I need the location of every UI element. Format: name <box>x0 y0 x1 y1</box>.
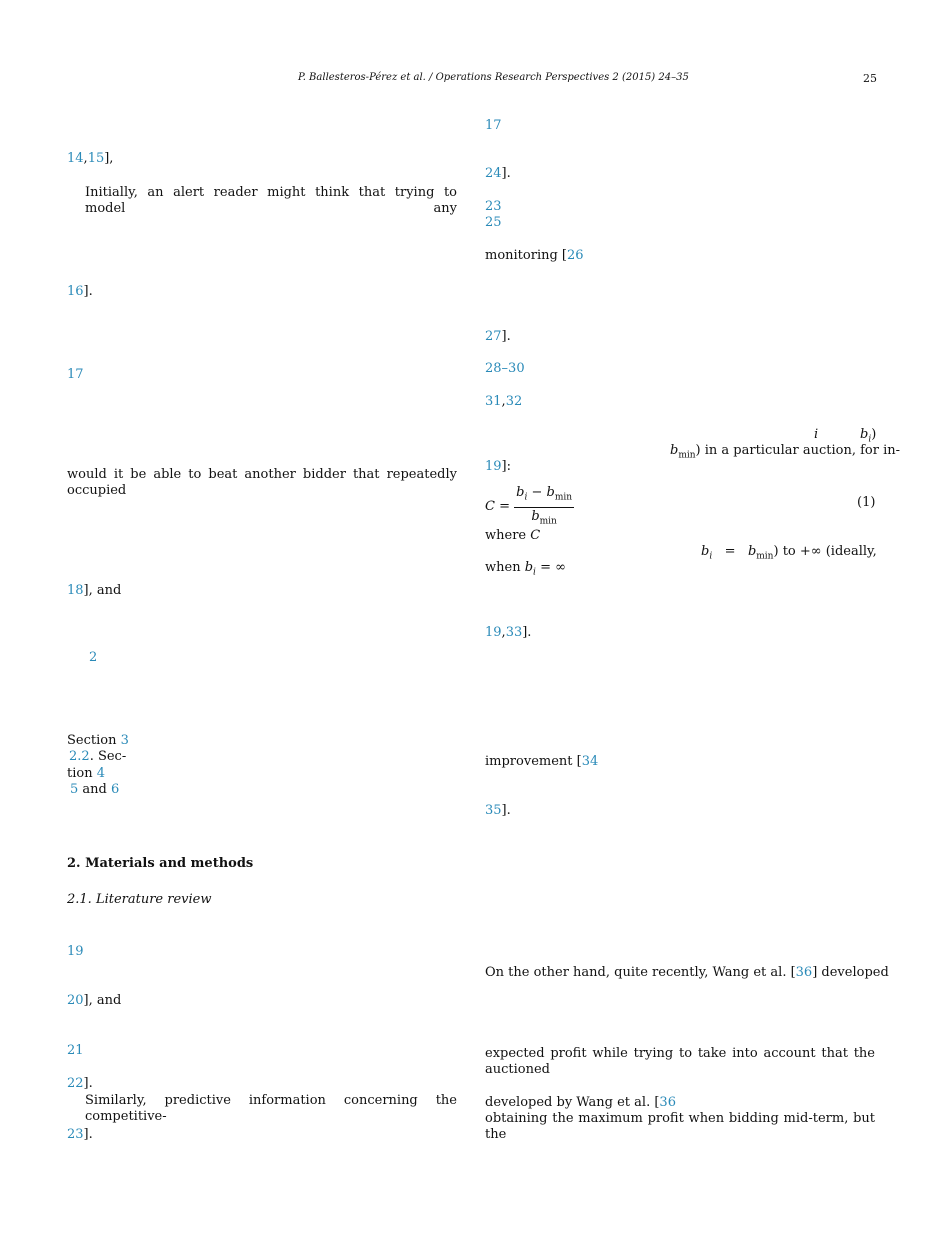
text-fragment: ]. <box>83 1127 93 1142</box>
math-variable: b <box>747 544 757 559</box>
reference-link[interactable]: 21 <box>67 1043 84 1058</box>
citation-line <box>485 329 511 345</box>
paragraph-similarly: Similarly, predictive information concerning the competitive- <box>85 1093 457 1124</box>
citation-line <box>485 803 511 819</box>
citation-line <box>485 166 511 182</box>
subsection-heading: 2.1. Literature review <box>67 892 212 907</box>
reference-link[interactable]: 5 <box>70 782 79 797</box>
equation-lhs: C = <box>485 499 510 515</box>
paragraph-would: would it be able to beat another bidder that repeatedly occupied <box>67 467 457 498</box>
section-ref-line <box>69 749 126 765</box>
text-fragment: ]. <box>501 803 511 818</box>
section-heading: 2. Materials and methods <box>67 856 254 871</box>
math-subscript: min <box>678 450 696 461</box>
when-line <box>485 560 566 581</box>
equation-fraction <box>514 485 574 529</box>
equation-label: (1) <box>857 495 876 510</box>
text-fragment: Section <box>67 733 117 748</box>
text-fragment: tion <box>67 766 93 781</box>
citation-line <box>485 754 598 770</box>
paragraph-expected-profit: expected profit while trying to take into account that the auctioned <box>485 1046 875 1077</box>
reference-link[interactable]: 23 <box>485 199 502 214</box>
running-title: P. Ballesteros-Pérez et al. / Operations Research Perspectives 2 (2015) 24–35 <box>298 72 689 83</box>
math-expression: $b_i$) <box>860 427 877 445</box>
text-fragment: . Sec- <box>89 749 127 764</box>
reference-link[interactable]: 25 <box>485 215 502 230</box>
citation-line <box>485 248 584 264</box>
math-subscript: i <box>524 492 528 503</box>
reference-link[interactable]: 18 <box>67 583 84 598</box>
citation-line <box>67 1076 93 1092</box>
text-fragment: ]. <box>83 1076 93 1091</box>
math-subscript: i <box>533 567 536 578</box>
paragraph-other-hand <box>485 965 889 981</box>
text-fragment: ]. <box>501 329 511 344</box>
text-fragment: ]: <box>501 459 511 474</box>
reference-link[interactable]: 2.2 <box>69 749 90 764</box>
math-variable: b <box>670 443 679 458</box>
paragraph-initially: Initially, an alert reader might think that trying to model any <box>85 185 457 216</box>
math-subscript: i <box>709 551 713 562</box>
reference-link[interactable]: 19 <box>485 625 502 640</box>
text-fragment: when <box>485 560 521 575</box>
text-fragment: On the other hand, quite recently, Wang et al. [ <box>485 965 796 980</box>
text-fragment: improvement [ <box>485 754 582 769</box>
math-variable: C <box>530 528 541 543</box>
math-variable: b <box>701 544 710 559</box>
citation-line <box>67 284 93 300</box>
citation-line <box>67 583 121 599</box>
citation-line <box>485 459 511 475</box>
citation-line <box>485 1095 676 1111</box>
reference-link[interactable]: 34 <box>581 754 599 769</box>
math-variable: b <box>531 508 540 524</box>
reference-link[interactable]: 35 <box>485 803 502 818</box>
reference-link[interactable]: 26 <box>567 248 584 263</box>
math-variable: − b <box>527 485 555 500</box>
reference-link[interactable]: 6 <box>111 782 120 797</box>
reference-link[interactable]: 27 <box>485 329 502 344</box>
reference-link[interactable]: 32 <box>505 394 523 409</box>
text-fragment: ) to +∞ (ideally, <box>773 544 877 559</box>
auction-line <box>670 443 900 464</box>
reference-link[interactable]: 17 <box>485 118 502 133</box>
text-fragment: ]. <box>83 284 93 299</box>
reference-link[interactable]: 17 <box>67 367 84 382</box>
text-fragment: ) in a particular auction, for in- <box>695 443 901 458</box>
text-fragment: and <box>82 782 107 797</box>
reference-link[interactable]: 23 <box>67 1127 84 1142</box>
math-subscript: i <box>868 434 872 445</box>
reference-link[interactable]: 31 <box>485 394 502 409</box>
reference-link[interactable]: 2 <box>89 650 98 665</box>
text-fragment: developed by Wang et al. [ <box>485 1095 660 1110</box>
text-fragment: ], and <box>83 993 122 1008</box>
math-subscript: min <box>756 551 774 562</box>
reference-link[interactable]: 24 <box>485 166 502 181</box>
math-operator: = <box>724 544 736 559</box>
citation-line <box>67 1127 93 1143</box>
text-fragment: ], <box>104 151 114 166</box>
citation-line: 14,15], <box>67 151 114 166</box>
reference-link[interactable]: 20 <box>67 993 84 1008</box>
reference-link[interactable]: 28–30 <box>485 361 525 376</box>
reference-link[interactable]: 33 <box>505 625 523 640</box>
reference-link[interactable]: 22 <box>67 1076 84 1091</box>
citation-line <box>67 993 121 1009</box>
reference-link[interactable]: 19 <box>67 944 84 959</box>
equation-numerator <box>514 485 574 508</box>
reference-link[interactable]: 16 <box>67 284 84 299</box>
paragraph-obtaining: obtaining the maximum profit when bidding mid-term, but the <box>485 1111 875 1142</box>
math-subscript: min <box>539 516 557 527</box>
text-fragment: ]. <box>501 166 511 181</box>
reference-link[interactable]: 14 <box>67 151 84 166</box>
text-fragment: ]. <box>522 625 532 640</box>
text-fragment: monitoring [ <box>485 248 568 263</box>
reference-link[interactable]: 19 <box>485 459 502 474</box>
equation-denominator <box>514 508 574 530</box>
section-ref-line <box>67 733 129 749</box>
citation-line: 31,32 <box>485 394 523 409</box>
reference-link[interactable]: 36 <box>659 1095 676 1110</box>
reference-link[interactable]: 4 <box>96 766 106 781</box>
text-fragment: ] developed <box>812 965 889 980</box>
math-variable: b <box>860 427 869 442</box>
reference-link[interactable]: 15 <box>87 151 105 166</box>
range-line <box>701 544 877 565</box>
text-fragment: where <box>485 528 527 543</box>
page-number: 25 <box>863 72 877 85</box>
math-operator: = ∞ <box>540 560 566 575</box>
reference-link[interactable]: 36 <box>795 965 813 980</box>
text-fragment: ], and <box>83 583 122 598</box>
equation <box>485 485 574 529</box>
section-ref-line <box>70 782 119 798</box>
citation-line: 19,33]. <box>485 625 532 640</box>
reference-link[interactable]: 3 <box>120 733 129 748</box>
math-variable: i <box>814 427 819 442</box>
math-subscript: min <box>554 492 573 503</box>
math-variable: b <box>524 560 534 575</box>
where-line <box>485 528 540 544</box>
math-variable: b <box>516 485 525 500</box>
section-ref-line <box>67 766 105 782</box>
